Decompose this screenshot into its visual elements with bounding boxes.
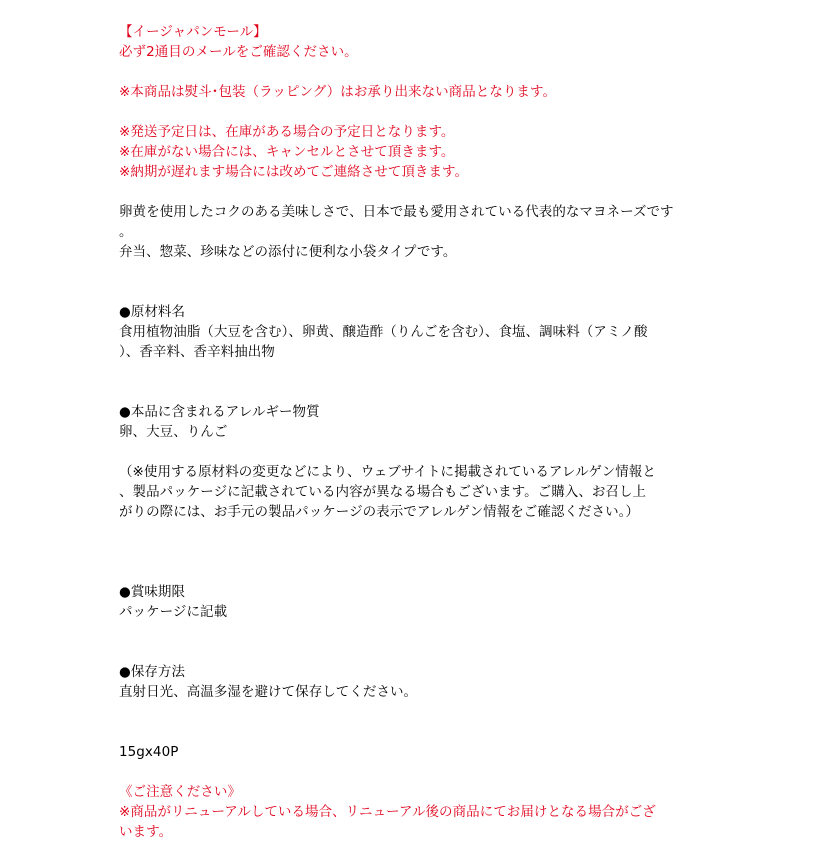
shipping-notice-2: ※在庫がない場合には、キャンセルとさせて頂きます。 <box>119 144 455 160</box>
package-size: 15gx40P <box>119 744 179 760</box>
best-before-value: パッケージに記載 <box>119 604 228 620</box>
caution-line-1: ※商品がリニューアルしている場合、リニューアル後の商品にてお届けとなる場合がござ <box>119 804 656 820</box>
check-email-notice: 必ず2通目のメールをご確認ください。 <box>119 44 358 60</box>
ingredients-line-1: 食用植物油脂（大豆を含む）、卵黄、醸造酢（りんごを含む）、食塩、調味料（アミノ酸 <box>119 324 648 340</box>
caution-line-2: います。 <box>119 824 173 840</box>
allergens-note-line-1: （※使用する原材料の変更などにより、ウェブサイトに掲載されているアレルゲン情報と <box>119 464 656 480</box>
shop-name: 【イージャパンモール】 <box>119 24 267 40</box>
no-wrapping-notice: ※本商品は熨斗･包装（ラッピング）はお承り出来ない商品となります。 <box>119 84 556 100</box>
allergens-note-line-3: がりの際には、お手元の製品パッケージの表示でアレルゲン情報をご確認ください。） <box>119 504 640 520</box>
description-line-1: 卵黄を使用したコクのある美味しさで、日本で最も愛用されている代表的なマヨネーズです <box>119 204 674 220</box>
allergens-note-line-2: 、製品パッケージに記載されている内容が異なる場合もございます。ご購入、お召し上 <box>119 484 647 500</box>
shipping-notice-3: ※納期が遅れます場合には改めてご連絡させて頂きます。 <box>119 164 469 180</box>
allergens-value: 卵、大豆、りんご <box>119 424 228 440</box>
description-line-2: 。 <box>119 224 133 240</box>
ingredients-heading: ●原材料名 <box>119 304 186 320</box>
shipping-notice-1: ※発送予定日は、在庫がある場合の予定日となります。 <box>119 124 455 140</box>
caution-heading: 《ご注意ください》 <box>119 784 241 800</box>
best-before-heading: ●賞味期限 <box>119 584 186 600</box>
ingredients-line-2: ）、香辛料、香辛料抽出物 <box>119 344 275 360</box>
storage-heading: ●保存方法 <box>119 664 186 680</box>
allergens-heading: ●本品に含まれるアレルギー物質 <box>119 404 320 420</box>
storage-value: 直射日光、高温多湿を避けて保存してください。 <box>119 684 418 700</box>
description-line-3: 弁当、惣菜、珍味などの添付に便利な小袋タイプです。 <box>119 244 457 260</box>
